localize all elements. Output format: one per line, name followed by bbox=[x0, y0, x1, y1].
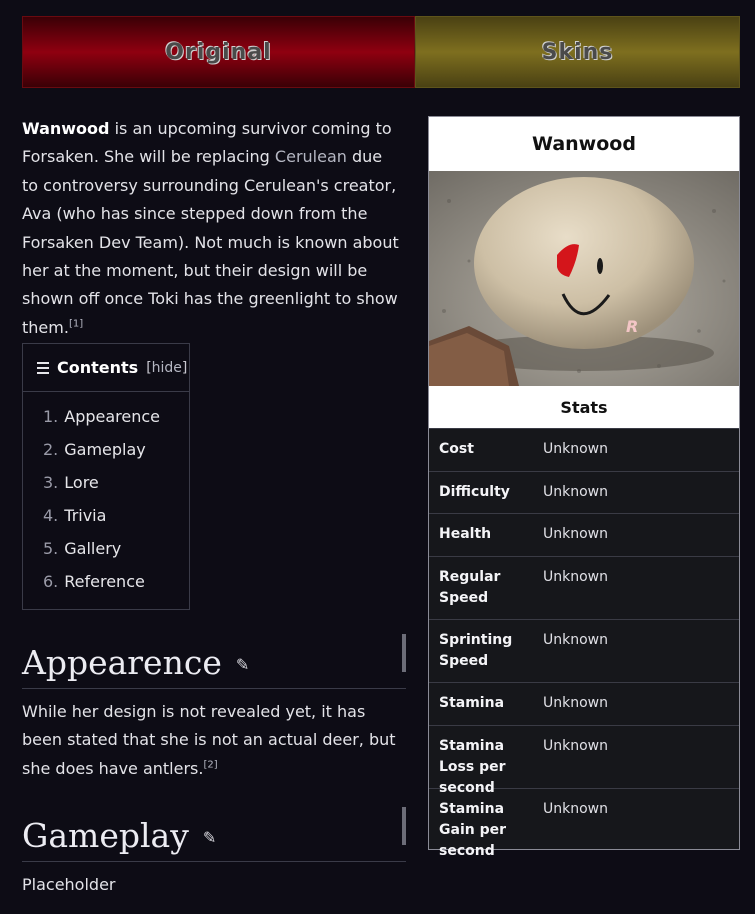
infobox bbox=[428, 116, 740, 859]
heading-divider-bar bbox=[402, 634, 406, 672]
toc-item-number: 1. bbox=[43, 407, 59, 426]
gameplay-text: Placeholder bbox=[22, 875, 116, 894]
infobox-title: Wanwood bbox=[429, 117, 739, 171]
stat-row-stamina bbox=[429, 682, 739, 725]
toc-list bbox=[23, 392, 189, 602]
appearence-text: While her design is not revealed yet, it has been stated that she is not an actual deer, but she does have antlers. bbox=[22, 702, 396, 778]
toc-item-number: 6. bbox=[43, 572, 59, 591]
toc-item-label[interactable]: Gameplay bbox=[64, 440, 146, 459]
stat-key: Stamina bbox=[439, 695, 505, 711]
stats-heading: Stats bbox=[429, 386, 739, 428]
toc-item-reference[interactable] bbox=[43, 569, 189, 602]
intro-text-2: due to controversy surrounding Cerulean's creator, Ava (who has since stepped down from the Forsaken Dev Team). Not much is known about her at the moment, but their design will be shown off once Toki has the greenlight to show them. bbox=[22, 147, 399, 337]
toc-header bbox=[23, 344, 189, 392]
stat-row-cost bbox=[429, 428, 739, 471]
stat-key: Stamina Gain per second bbox=[439, 801, 506, 859]
stat-value: Unknown bbox=[543, 738, 608, 754]
stat-key: Cost bbox=[439, 441, 474, 457]
intro-text-1: is an upcoming survivor coming to Forsaken. She will be replacing bbox=[22, 119, 392, 167]
stat-row-health bbox=[429, 513, 739, 556]
reference-1-link[interactable]: [1] bbox=[68, 318, 84, 330]
toc-item-gameplay[interactable] bbox=[43, 437, 189, 470]
stat-value: Unknown bbox=[543, 632, 608, 648]
reference-2-link[interactable]: [2] bbox=[203, 759, 218, 771]
toc-title: Contents bbox=[57, 358, 139, 377]
appearence-paragraph bbox=[22, 698, 402, 783]
appearence-heading bbox=[22, 634, 406, 689]
toc-toggle[interactable] bbox=[146, 360, 187, 376]
gameplay-paragraph bbox=[22, 871, 402, 899]
heading-divider-bar bbox=[402, 807, 406, 845]
gameplay-heading-text: Gameplay bbox=[22, 816, 189, 855]
stat-row-sprinting-speed bbox=[429, 619, 739, 682]
toc-item-number: 5. bbox=[43, 539, 59, 558]
infobox-image bbox=[429, 171, 739, 386]
toc-item-lore[interactable] bbox=[43, 470, 189, 503]
toc-item-appearence[interactable] bbox=[43, 404, 189, 437]
stat-value: Unknown bbox=[543, 484, 608, 500]
toc-item-gallery[interactable] bbox=[43, 536, 189, 569]
appearence-heading-text: Appearence bbox=[22, 643, 222, 682]
toc-item-label[interactable]: Trivia bbox=[64, 506, 107, 525]
intro-name: Wanwood bbox=[22, 119, 110, 138]
stat-row-stamina-gain bbox=[429, 788, 739, 859]
tab-original[interactable]: Original bbox=[22, 16, 415, 88]
stat-row-difficulty bbox=[429, 471, 739, 513]
roblox-logo-icon: R bbox=[626, 317, 639, 336]
stat-key: Stamina Loss per second bbox=[439, 738, 506, 796]
tab-skins[interactable]: Skins bbox=[415, 16, 740, 88]
tab-bar bbox=[22, 16, 740, 88]
intro-paragraph bbox=[22, 115, 402, 342]
toc-item-number: 3. bbox=[43, 473, 59, 492]
toc-item-number: 2. bbox=[43, 440, 59, 459]
stat-row-regular-speed bbox=[429, 556, 739, 619]
toc-item-number: 4. bbox=[43, 506, 59, 525]
list-icon bbox=[37, 362, 49, 374]
stat-key: Regular Speed bbox=[439, 569, 501, 606]
toc-item-trivia[interactable] bbox=[43, 503, 189, 536]
stat-key: Difficulty bbox=[439, 484, 510, 500]
stat-value: Unknown bbox=[543, 801, 608, 817]
toc-item-label[interactable]: Gallery bbox=[64, 539, 122, 558]
toc-item-label[interactable]: Lore bbox=[64, 473, 99, 492]
stat-value: Unknown bbox=[543, 695, 608, 711]
toc-item-label[interactable]: Appearence bbox=[64, 407, 161, 426]
stat-value: Unknown bbox=[543, 441, 608, 457]
stat-value: Unknown bbox=[543, 569, 608, 585]
table-of-contents bbox=[22, 343, 190, 610]
cerulean-link[interactable]: Cerulean bbox=[274, 147, 347, 167]
pencil-icon[interactable]: ✎ bbox=[202, 828, 217, 847]
stat-key: Health bbox=[439, 526, 492, 542]
stat-key: Sprinting Speed bbox=[439, 632, 513, 669]
gameplay-heading bbox=[22, 807, 406, 862]
toc-toggle-open: [ bbox=[146, 359, 152, 376]
toc-toggle-close: ] bbox=[181, 359, 188, 376]
stat-row-stamina-loss bbox=[429, 725, 739, 796]
rock-character-image bbox=[429, 171, 739, 386]
stat-value: Unknown bbox=[543, 526, 608, 542]
pencil-icon[interactable]: ✎ bbox=[235, 655, 250, 674]
toc-item-label[interactable]: Reference bbox=[64, 572, 145, 591]
toc-hide-link[interactable]: hide bbox=[151, 359, 182, 376]
